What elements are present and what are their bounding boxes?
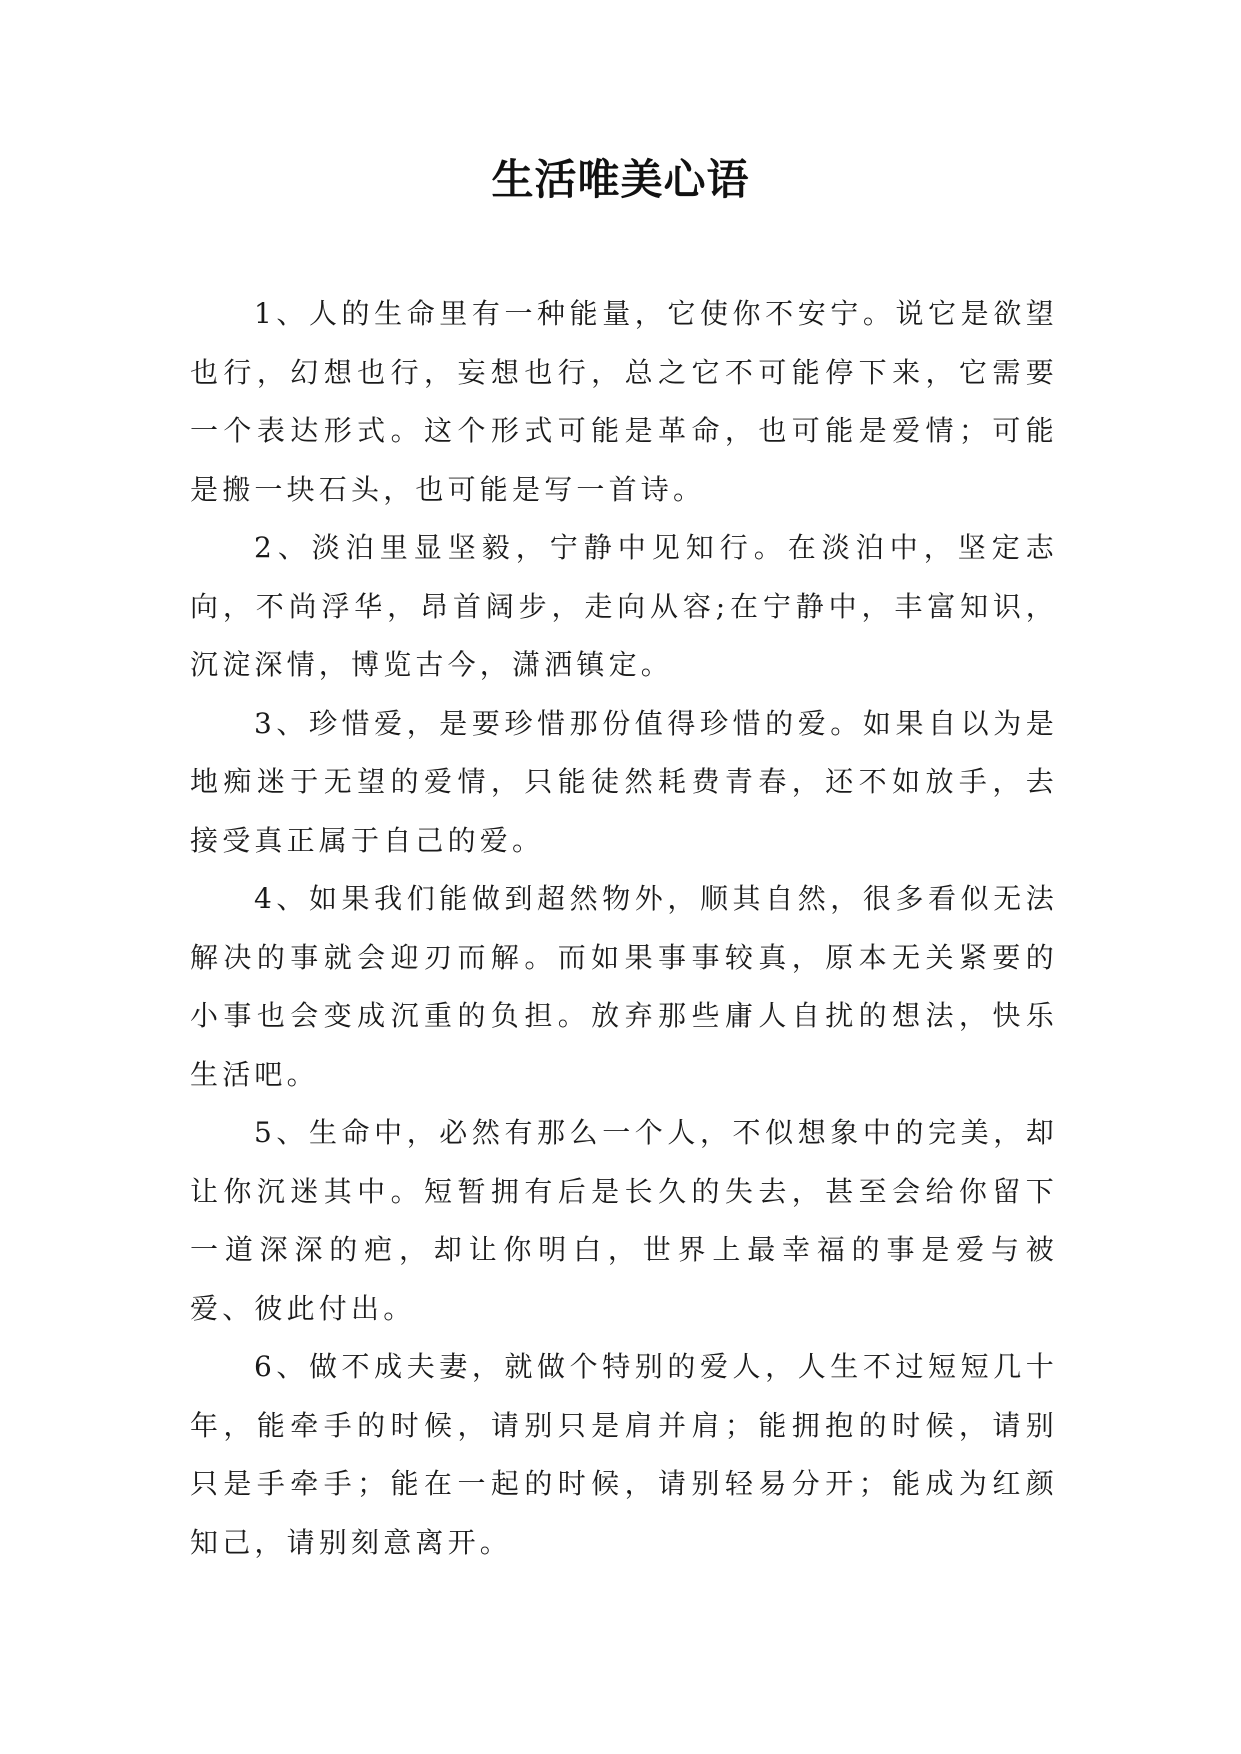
paragraph-6: 6、做不成夫妻，就做个特别的爱人，人生不过短短几十年，能牵手的时候，请别只是肩并肩；能拥抱的时候，请别只是手牵手；能在一起的时候，请别轻易分开；能成为红颜知己，请别刻意离开。 <box>190 1350 1058 1559</box>
paragraph-2: 2、淡泊里显坚毅，宁静中见知行。在淡泊中，坚定志向，不尚浮华，昂首阔步，走向从容;在宁静中，丰富知识，沉淀深情，博览古今，潇洒镇定。 <box>190 531 1058 681</box>
document-body <box>190 285 1058 1572</box>
paragraph-4: 4、如果我们能做到超然物外，顺其自然，很多看似无法解决的事就会迎刃而解。而如果事事较真，原本无关紧要的小事也会变成沉重的负担。放弃那些庸人自扰的想法，快乐生活吧。 <box>190 882 1058 1091</box>
document-title: 生活唯美心语 <box>491 155 750 204</box>
paragraph-5: 5、生命中，必然有那么一个人，不似想象中的完美，却让你沉迷其中。短暂拥有后是长久的失去，甚至会给你留下一道深深的疤，却让你明白，世界上最幸福的事是爱与被爱、彼此付出。 <box>190 1116 1058 1325</box>
paragraph-1: 1、人的生命里有一种能量，它使你不安宁。说它是欲望也行，幻想也行，妄想也行，总之它不可能停下来，它需要一个表达形式。这个形式可能是革命，也可能是爱情；可能是搬一块石头，也可能是写一首诗。 <box>190 297 1058 506</box>
paragraph-3: 3、珍惜爱，是要珍惜那份值得珍惜的爱。如果自以为是地痴迷于无望的爱情，只能徒然耗费青春，还不如放手，去接受真正属于自己的爱。 <box>190 706 1058 857</box>
